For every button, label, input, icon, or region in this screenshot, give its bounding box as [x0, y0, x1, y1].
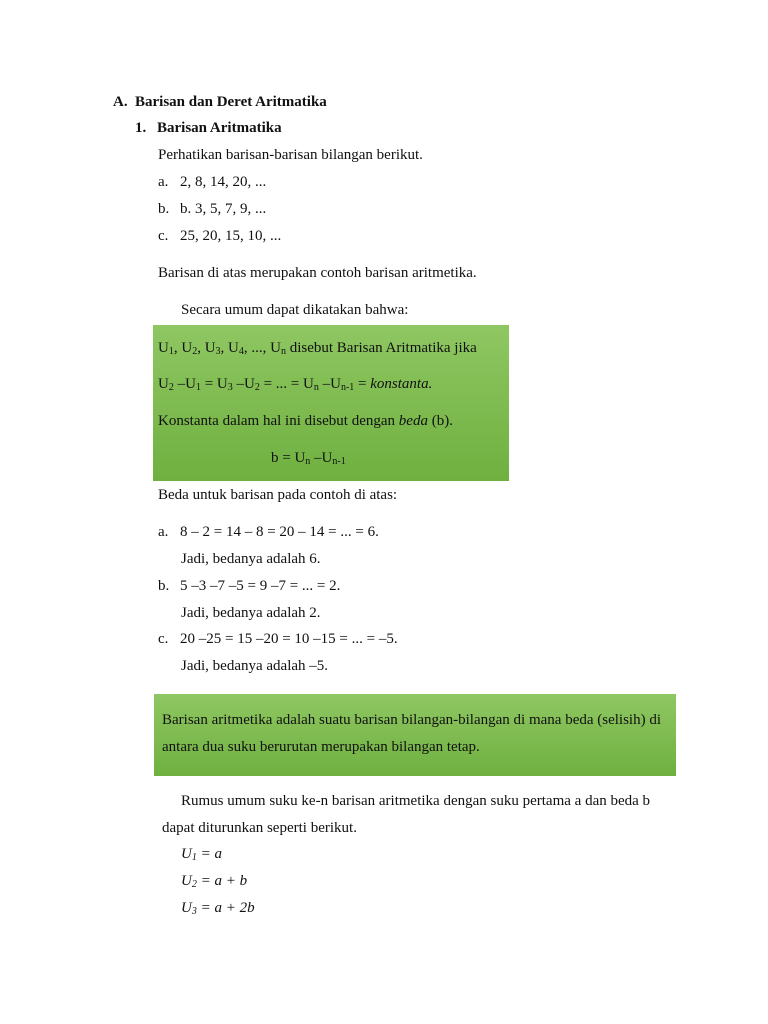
formula-intro-line: dapat diturunkan seperti berikut.	[162, 820, 357, 836]
list-marker: c.	[158, 228, 169, 244]
summary-line: Barisan aritmetika adalah suatu barisan bilangan-bilangan di mana beda (selisih) di	[162, 712, 661, 728]
list-item	[158, 524, 379, 541]
list-item	[158, 201, 266, 218]
differences-intro: Beda untuk barisan pada contoh di atas:	[158, 487, 398, 503]
definition-formula: $b = U_n$ $-U_{n-1}$	[271, 450, 346, 467]
definition-terms: $U_1$, $U_2$, $U_3$, $U_4$, ..., $U_n$ disebut Barisan Aritmatika jika	[158, 340, 477, 357]
definition-constant: Konstanta dalam hal ini disebut dengan beda (b).	[158, 413, 453, 429]
formula-line: $U_3 = a + 2b$	[181, 900, 255, 917]
formula-line: $U_1 = a$	[181, 846, 222, 863]
subsection-title: Barisan Aritmatika	[157, 120, 282, 136]
example-statement: Barisan di atas merupakan contoh barisan aritmetika.	[158, 265, 477, 281]
general-statement: Secara umum dapat dikatakan bahwa:	[181, 302, 409, 318]
list-text: b. 3, 5, 7, 9, ...	[180, 201, 267, 217]
list-marker: a.	[158, 174, 169, 190]
subsection-marker: 1.	[135, 120, 147, 136]
difference-calc: 5 –3 –7 –5 = 9 –7 = ... = 2.	[180, 578, 341, 594]
list-text: 2, 8, 14, 20, ...	[180, 174, 267, 190]
list-marker: b.	[158, 201, 170, 217]
difference-result: Jadi, bedanya adalah 2.	[181, 605, 321, 621]
difference-result: Jadi, bedanya adalah 6.	[181, 551, 321, 567]
section-heading	[113, 94, 327, 111]
section-marker: A.	[113, 94, 128, 110]
list-text: 25, 20, 15, 10, ...	[180, 228, 282, 244]
difference-result: Jadi, bedanya adalah –5.	[181, 658, 329, 674]
subsection-heading	[135, 120, 282, 137]
section-title: Barisan dan Deret Aritmatika	[135, 94, 327, 110]
formula-line: $U_2 = a + b$	[181, 873, 248, 890]
difference-calc: 8 – 2 = 14 – 8 = 20 – 14 = ... = 6.	[180, 524, 379, 540]
list-item	[158, 174, 266, 191]
summary-box	[154, 694, 676, 776]
list-marker: b.	[158, 578, 170, 594]
list-marker: a.	[158, 524, 169, 540]
intro-text: Perhatikan barisan-barisan bilangan berikut.	[158, 147, 423, 163]
formula-intro-line: Rumus umum suku ke-n barisan aritmetika dengan suku pertama a dan beda b	[181, 793, 651, 809]
difference-calc: 20 –25 = 15 –20 = 10 –15 = ... = –5.	[180, 631, 398, 647]
list-item	[158, 578, 340, 595]
list-item	[158, 228, 281, 245]
summary-line: antara dua suku berurutan merupakan bilangan tetap.	[162, 739, 480, 755]
list-item	[158, 631, 398, 648]
list-marker: c.	[158, 631, 169, 647]
definition-condition: $U_2$ $-U_1 = U_3$ $-U_2$ = ... = $U_n$ $-U_{n-1}$ = konstanta.	[158, 376, 433, 393]
